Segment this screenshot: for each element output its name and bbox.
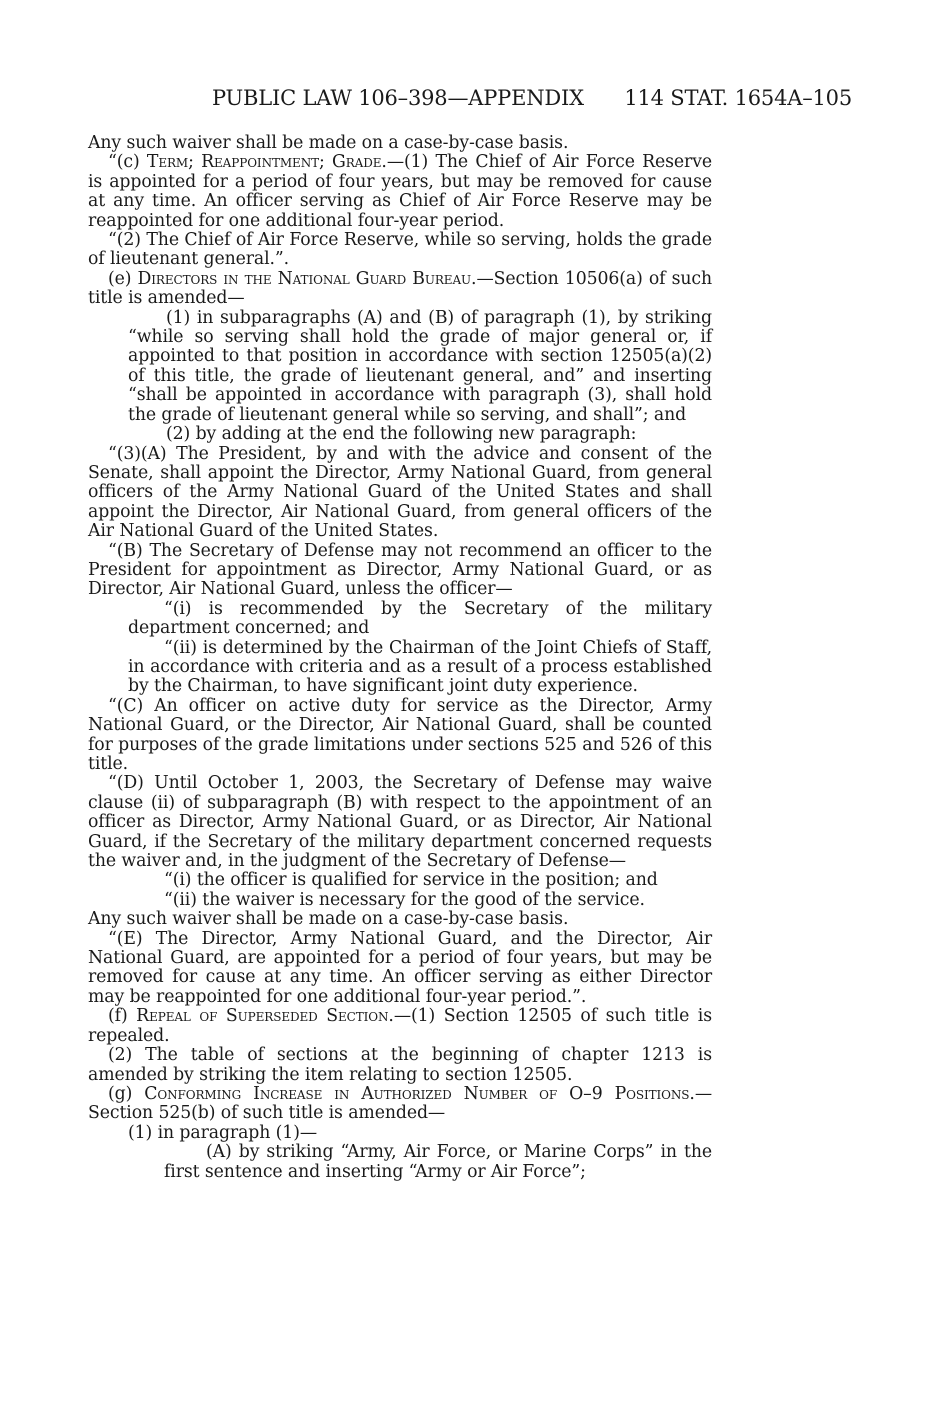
subsection-heading: Directors in the National Guard Bureau. [137, 268, 477, 289]
paragraph: “(c) Term; Reappointment; Grade.—(1) The Chief of Air Force Reserve is appointed for a period of four years, but may be removed for cause at any time. An officer serving as Chief of Air Force Reserve may be reappointed for one additional four-year period. [88, 152, 713, 231]
paragraph: “(i) the officer is qualified for service in the position; and [164, 870, 658, 891]
paragraph: “(B) The Secretary of Defense may not recommend an officer to the President for appointment as Director, Army National Guard, or as Director, Air National Guard, unless the officer— [88, 540, 712, 600]
paragraph: (A) by striking “Army, Air Force, or Marine Corps” in the first sentence and inserting “Army or Air Force”; [164, 1142, 712, 1182]
paragraph: “(E) The Director, Army National Guard, and the Director, Air National Guard, are appointed for a period of four years, but may be removed for cause at any time. An officer serving as either Director may be reappointed for one additional four-year period.”. [88, 928, 712, 1007]
paragraph: (g) Conforming Increase in Authorized Number of O–9 Positions.—Section 525(b) of such title is amended— [88, 1083, 712, 1124]
paragraph: (1) in subparagraphs (A) and (B) of paragraph (1), by striking “while so serving shall hold the grade of major general or, if appointed to that position in accordance with section 12505(a)(2) of this title, the grade of lieutenant general, and” and inserting “shall be appointed in accordance with paragraph (3), shall hold the grade of lieutenant general while so serving, and shall”; and [128, 307, 712, 425]
page-body [88, 134, 712, 1182]
paragraph: “(2) The Chief of Air Force Reserve, while so serving, holds the grade of lieutenant general.”. [88, 230, 712, 270]
running-header [212, 86, 852, 110]
paragraph: “(ii) the waiver is necessary for the good of the service. [164, 889, 645, 910]
subsection-heading: Repeal of Superseded Section. [136, 1006, 394, 1027]
paragraph: Any such waiver shall be made on a case-by-case basis. [88, 909, 569, 930]
header-title: PUBLIC LAW 106–398—APPENDIX [212, 86, 584, 110]
paragraph: (2) by adding at the end the following new paragraph: [166, 424, 637, 445]
paragraph: (f) Repeal of Superseded Section.—(1) Section 12505 of such title is repealed. [88, 1006, 712, 1046]
paragraph: (2) The table of sections at the beginning of chapter 1213 is amended by striking the item relating to section 12505. [88, 1045, 712, 1085]
paragraph: (1) in paragraph (1)— [128, 1122, 318, 1143]
paragraph: “(C) An officer on active duty for service as the Director, Army National Guard, or the Director, Air National Guard, shall be counted for purposes of the grade limitations under sections 525 and 526 of this title. [88, 695, 712, 774]
header-stat: 114 STAT. 1654A–105 [624, 86, 852, 110]
paragraph: “(3)(A) The President, by and with the advice and consent of the Senate, shall appoint the Director, Army National Guard, from general officers of the Army National Guard of the United States and shall appoint the Director, Air National Guard, from general officers of the Air National Guard of the United States. [88, 443, 712, 542]
paragraph: “(i) is recommended by the Secretary of the military department concerned; and [128, 598, 712, 639]
subsection-heading: Conforming Increase in Authorized Number of O–9 Positions. [144, 1083, 695, 1104]
paragraph: Any such waiver shall be made on a case-by-case basis. [88, 133, 569, 153]
paragraph: “(D) Until October 1, 2003, the Secretary of Defense may waive clause (ii) of subparagraph (B) with respect to the appointment of an officer as Director, Army National Guard, or as Director, Air National Guard, if the Secretary of the military department concerned requests the waiver and, in the judgment of the Secretary of Defense— [88, 773, 712, 872]
paragraph: (e) Directors in the National Guard Bureau.—Section 10506(a) of such title is amended— [88, 268, 712, 309]
subsection-heading: Term; Reappointment; Grade. [146, 152, 387, 173]
paragraph: “(ii) is determined by the Chairman of the Joint Chiefs of Staff, in accordance with criteria and as a result of a process established by the Chairman, to have significant joint duty experience. [128, 637, 712, 697]
